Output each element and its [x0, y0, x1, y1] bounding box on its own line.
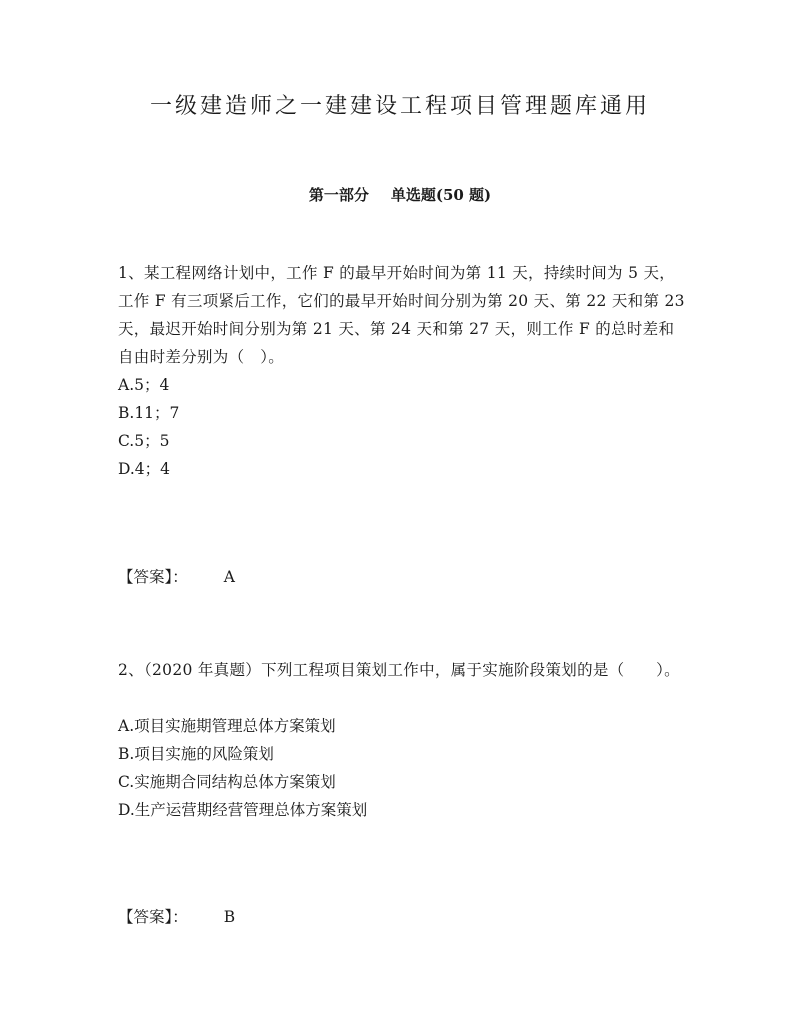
document-title: 一级建造师之一建建设工程项目管理题库通用: [149, 94, 650, 119]
question-2-option-b: B.项目实施的风险策划: [118, 745, 274, 763]
question-2-answer-label: 【答案】：: [118, 908, 188, 926]
section-heading: [0, 183, 800, 207]
question-1-option-b: B.11；7: [118, 404, 180, 422]
question-2-option-d: D.生产运营期经营管理总体方案策划: [118, 801, 368, 819]
question-2-options: [118, 712, 688, 824]
question-1-option-a: A.5；4: [118, 376, 170, 394]
question-2-option-c: C.实施期合同结构总体方案策划: [118, 773, 336, 791]
question-1-answer-value: A: [223, 568, 235, 586]
question-1-answer-label: 【答案】：: [118, 568, 188, 586]
question-2-option-a: A.项目实施期管理总体方案策划: [118, 717, 336, 735]
question-2-answer-value: B: [223, 908, 236, 926]
question-1-options: [118, 371, 688, 483]
question-1-option-d: D.4；4: [118, 460, 171, 478]
question-1-answer: [118, 563, 235, 591]
section-name: 单选题(50 题): [390, 186, 492, 204]
question-1-option-c: C.5；5: [118, 432, 170, 450]
question-2-stem: 2、（2020 年真题）下列工程项目策划工作中，属于实施阶段策划的是（ ）。: [118, 661, 680, 679]
question-2-answer: [118, 903, 235, 931]
question-1-stem: 1、某工程网络计划中，工作 F 的最早开始时间为第 11 天，持续时间为 5 天，工作 F 有三项紧后工作，它们的最早开始时间分别为第 20 天、第 22 天和第 23 天，最迟开始时间分别为第 21 天、第 24 天和第 27 天，则工作 F 的总时差和自由时差分别为（ ）。: [118, 264, 685, 366]
section-part: 第一部分: [308, 186, 369, 204]
